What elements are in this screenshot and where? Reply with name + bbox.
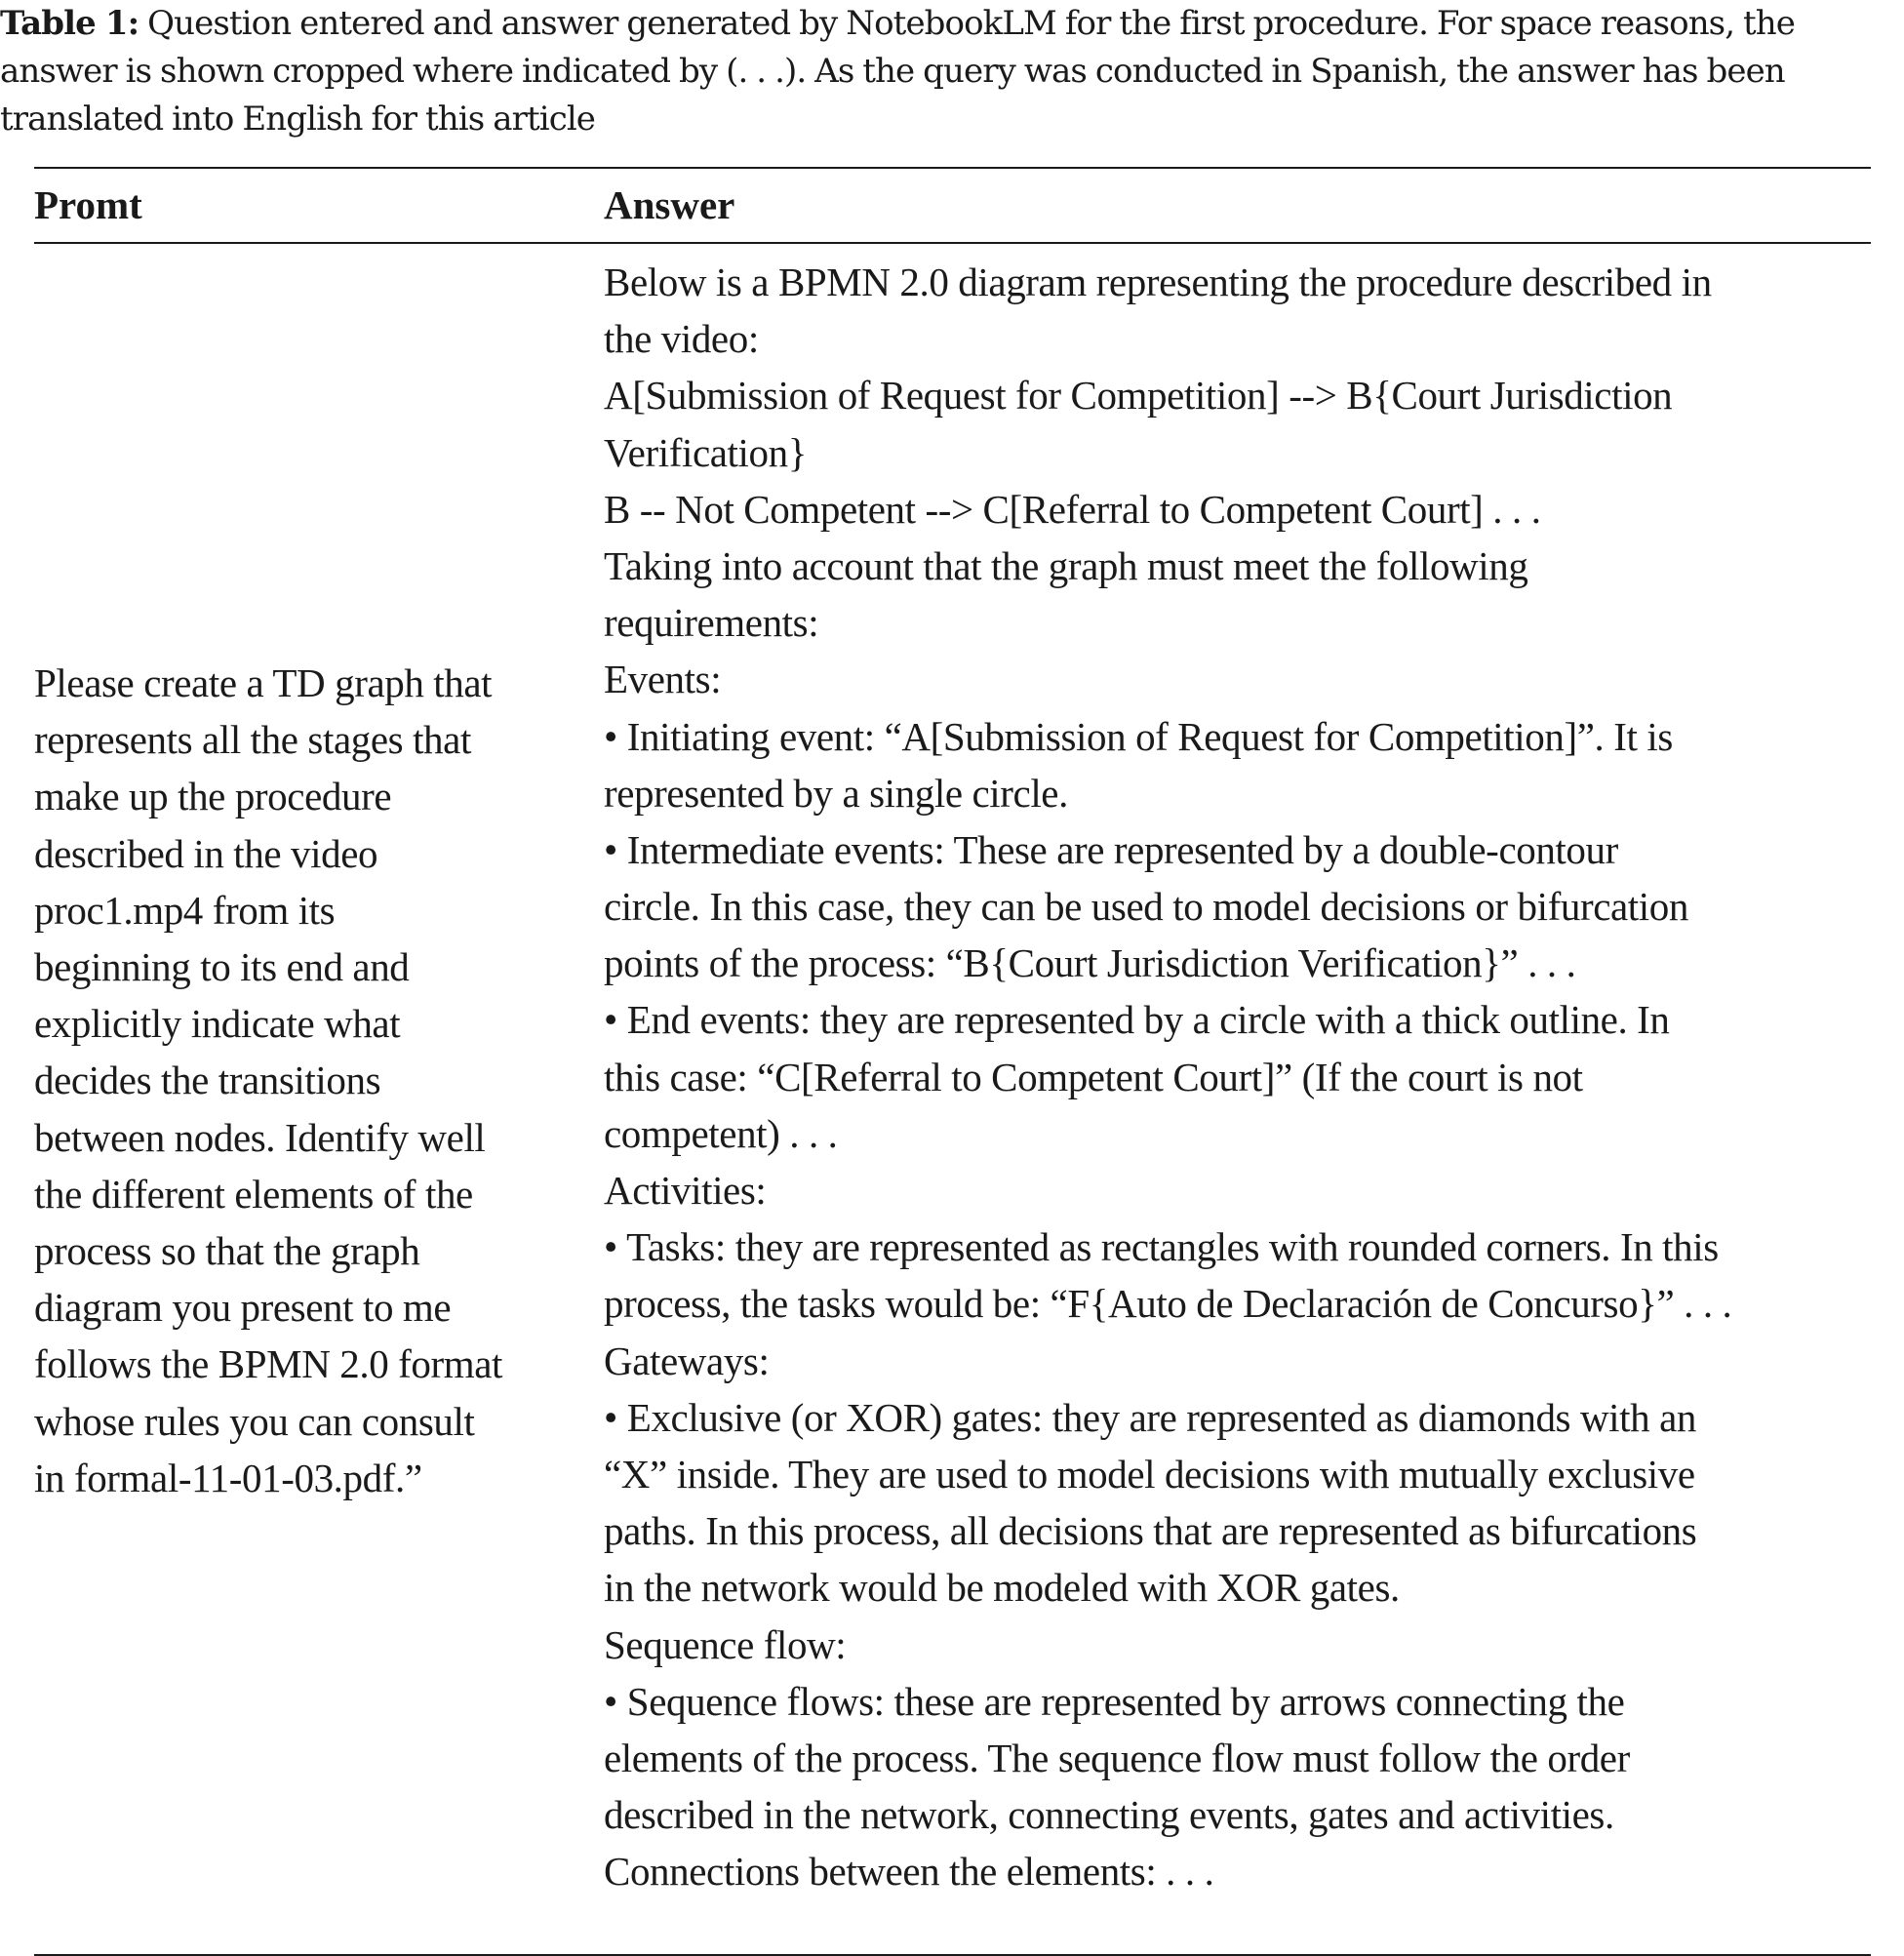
answer-line: “X” inside. They are used to model decisions with mutually exclusive bbox=[604, 1451, 1695, 1497]
answer-line: elements of the process. The sequence flow must follow the order bbox=[604, 1735, 1630, 1780]
prompt-cell: Please create a TD graph that represents all the stages that make up the procedure described in the video proc1.mp4 from its beginning to its end and explicitly indicate what decides the transitions between nodes. Identify well the different elements of the process so that the graph diagram you present to me follows the BPMN 2.0 format whose rules you can consult in formal-11-01-03.pdf.” bbox=[34, 660, 503, 1500]
answer-line: Sequence flow: bbox=[604, 1621, 847, 1667]
header-prompt: Promt bbox=[34, 182, 142, 227]
answer-line: • End events: they are represented by a circle with a thick outline. In bbox=[604, 997, 1670, 1043]
answer-line: circle. In this case, they can be used to model decisions or bifurcation bbox=[604, 884, 1688, 930]
answer-line: in the network would be modeled with XOR gates. bbox=[604, 1565, 1400, 1611]
table-header-row bbox=[34, 169, 1871, 242]
answer-line: points of the process: “B{Court Jurisdiction Verification}” . . . bbox=[604, 940, 1576, 986]
answer-line: B -- Not Competent --> C[Referral to Competent Court] . . . bbox=[604, 486, 1541, 532]
answer-line: • Initiating event: “A[Submission of Request for Competition]”. It is bbox=[604, 713, 1673, 759]
answer-line: • Sequence flows: these are represented by arrows connecting the bbox=[604, 1678, 1625, 1724]
answer-line: described in the network, connecting events, gates and activities. bbox=[604, 1792, 1614, 1838]
answer-line: • Exclusive (or XOR) gates: they are represented as diamonds with an bbox=[604, 1394, 1696, 1440]
caption-label: Table 1: bbox=[0, 4, 139, 43]
answer-line: Gateways: bbox=[604, 1337, 770, 1383]
answer-line: requirements: bbox=[604, 600, 819, 646]
answer-line: Activities: bbox=[604, 1168, 767, 1213]
answer-line: Verification} bbox=[604, 429, 808, 475]
header-answer: Answer bbox=[604, 182, 735, 227]
table-body-row bbox=[34, 244, 1871, 1954]
answer-line: • Tasks: they are represented as rectangles with rounded corners. In this bbox=[604, 1224, 1719, 1270]
answer-line: paths. In this process, all decisions that are represented as bifurcations bbox=[604, 1508, 1697, 1554]
answer-line: represented by a single circle. bbox=[604, 770, 1068, 816]
answer-line: Events: bbox=[604, 657, 722, 702]
caption-text: Question entered and answer generated by NotebookLM for the first procedure. For space reasons, the answer is shown cropped where indicated by (. . .). As the query was conducted in Spanish, the answer has been translated into English for this article bbox=[0, 4, 1796, 139]
answer-line: competent) . . . bbox=[604, 1110, 838, 1156]
answer-line: Below is a BPMN 2.0 diagram representing the procedure described in bbox=[604, 259, 1712, 304]
answer-line: process, the tasks would be: “F{Auto de Declaración de Concurso}” . . . bbox=[604, 1281, 1732, 1327]
results-table bbox=[34, 167, 1871, 1956]
answer-cell bbox=[604, 254, 1872, 1899]
answer-line: the video: bbox=[604, 316, 759, 362]
table-caption bbox=[0, 0, 1900, 143]
answer-line: Taking into account that the graph must meet the following bbox=[604, 542, 1528, 588]
answer-line: Connections between the elements: . . . bbox=[604, 1849, 1214, 1895]
answer-line: A[Submission of Request for Competition] --> B{Court Jurisdiction bbox=[604, 373, 1673, 419]
answer-line: • Intermediate events: These are represented by a double-contour bbox=[604, 826, 1618, 872]
answer-line: this case: “C[Referral to Competent Court]” (If the court is not bbox=[604, 1054, 1583, 1099]
